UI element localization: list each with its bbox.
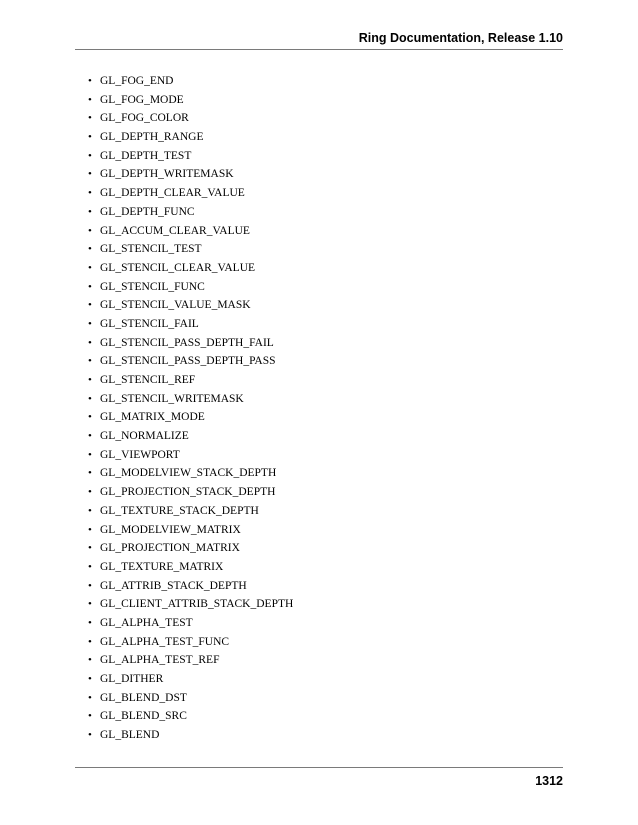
bullet-icon: • (88, 486, 92, 499)
list-item-text: GL_STENCIL_VALUE_MASK (100, 299, 251, 312)
list-item-text: GL_DEPTH_CLEAR_VALUE (100, 187, 245, 200)
list-item (88, 483, 293, 502)
running-header-title: Ring Documentation, Release 1.10 (358, 31, 563, 45)
list-item (88, 558, 293, 577)
list-item-text: GL_DEPTH_WRITEMASK (100, 168, 234, 181)
list-item (88, 72, 293, 91)
bullet-icon: • (88, 131, 92, 144)
list-item-text: GL_ALPHA_TEST_FUNC (100, 635, 230, 648)
list-item (88, 278, 293, 297)
bullet-icon: • (88, 598, 92, 611)
list-item-text: GL_PROJECTION_STACK_DEPTH (100, 486, 276, 499)
bullet-icon: • (88, 616, 92, 629)
list-item (88, 184, 293, 203)
bullet-icon: • (88, 654, 92, 667)
list-item (88, 502, 293, 521)
list-item (88, 109, 293, 128)
list-item (88, 670, 293, 689)
list-item (88, 633, 293, 652)
bullet-icon: • (88, 710, 92, 723)
list-item (88, 147, 293, 166)
bullet-icon: • (88, 691, 92, 704)
list-item-text: GL_STENCIL_PASS_DEPTH_FAIL (100, 336, 274, 349)
bullet-icon: • (88, 523, 92, 536)
list-item-text: GL_VIEWPORT (100, 448, 180, 461)
list-item (88, 91, 293, 110)
bullet-icon: • (88, 261, 92, 274)
list-item (88, 240, 293, 259)
list-item (88, 334, 293, 353)
bullet-icon: • (88, 635, 92, 648)
list-item (88, 446, 293, 465)
page-number: 1312 (535, 774, 563, 788)
list-item-text: GL_ALPHA_TEST (100, 616, 193, 629)
list-item-text: GL_BLEND_DST (100, 691, 187, 704)
list-item-text: GL_FOG_END (100, 75, 174, 87)
list-item-text: GL_PROJECTION_MATRIX (100, 542, 240, 555)
list-item-text: GL_BLEND_SRC (100, 710, 187, 723)
list-item-text: GL_TEXTURE_MATRIX (100, 560, 224, 573)
bullet-icon: • (88, 187, 92, 200)
list-item (88, 651, 293, 670)
bullet-icon: • (88, 93, 92, 106)
list-item (88, 464, 293, 483)
list-item-text: GL_STENCIL_REF (100, 374, 196, 386)
list-item-text: GL_STENCIL_FUNC (100, 280, 205, 293)
list-item-text: GL_DITHER (100, 673, 164, 685)
list-item (88, 726, 293, 745)
list-item (88, 315, 293, 334)
bullet-icon: • (88, 243, 92, 256)
bullet-icon: • (88, 374, 92, 386)
list-item (88, 577, 293, 596)
bullet-icon: • (88, 392, 92, 405)
bullet-icon: • (88, 168, 92, 181)
list-item-text: GL_MATRIX_MODE (100, 411, 205, 424)
list-item (88, 222, 293, 241)
bullet-icon: • (88, 504, 92, 517)
list-item (88, 707, 293, 726)
list-item (88, 296, 293, 315)
list-item-text: GL_FOG_MODE (100, 93, 184, 106)
bullet-icon: • (88, 280, 92, 293)
list-item-text: GL_FOG_COLOR (100, 112, 189, 125)
list-item (88, 203, 293, 222)
list-item-text: GL_BLEND (100, 729, 160, 742)
list-item (88, 352, 293, 371)
list-item-text: GL_ATTRIB_STACK_DEPTH (100, 579, 247, 592)
list-item-text: GL_STENCIL_CLEAR_VALUE (100, 261, 256, 274)
bullet-icon: • (88, 411, 92, 424)
list-item (88, 165, 293, 184)
bullet-icon: • (88, 224, 92, 237)
bullet-icon: • (88, 430, 92, 443)
list-item-text: GL_DEPTH_TEST (100, 149, 192, 162)
bullet-icon: • (88, 542, 92, 555)
list-item-text: GL_STENCIL_TEST (100, 243, 202, 256)
list-item-text: GL_STENCIL_FAIL (100, 317, 199, 330)
list-item-text: GL_STENCIL_PASS_DEPTH_PASS (100, 355, 276, 368)
list-item (88, 408, 293, 427)
header-rule (75, 49, 563, 50)
bullet-icon: • (88, 560, 92, 573)
footer-rule (75, 767, 563, 768)
constants-bullet-list (88, 72, 293, 745)
bullet-icon: • (88, 579, 92, 592)
list-item-text: GL_TEXTURE_STACK_DEPTH (100, 504, 259, 517)
bullet-icon: • (88, 205, 92, 218)
bullet-icon: • (88, 112, 92, 125)
list-item-text: GL_MODELVIEW_STACK_DEPTH (100, 467, 277, 480)
list-item-text: GL_DEPTH_RANGE (100, 131, 204, 144)
list-item-text: GL_MODELVIEW_MATRIX (100, 523, 241, 536)
bullet-icon: • (88, 299, 92, 312)
list-item-text: GL_ALPHA_TEST_REF (100, 654, 220, 667)
list-item-text: GL_CLIENT_ATTRIB_STACK_DEPTH (100, 598, 294, 611)
list-item (88, 371, 293, 390)
list-item-text: GL_ACCUM_CLEAR_VALUE (100, 224, 250, 237)
list-item (88, 128, 293, 147)
list-item (88, 689, 293, 708)
bullet-icon: • (88, 317, 92, 330)
list-item-text: GL_STENCIL_WRITEMASK (100, 392, 244, 405)
list-item (88, 539, 293, 558)
bullet-icon: • (88, 336, 92, 349)
bullet-icon: • (88, 448, 92, 461)
list-item (88, 521, 293, 540)
bullet-icon: • (88, 355, 92, 368)
list-item (88, 595, 293, 614)
list-item (88, 427, 293, 446)
list-item (88, 259, 293, 278)
list-item (88, 390, 293, 409)
list-item-text: GL_DEPTH_FUNC (100, 205, 195, 218)
bullet-icon: • (88, 75, 92, 87)
list-item-text: GL_NORMALIZE (100, 430, 189, 443)
bullet-icon: • (88, 467, 92, 480)
list-item (88, 614, 293, 633)
bullet-icon: • (88, 673, 92, 685)
bullet-icon: • (88, 149, 92, 162)
bullet-icon: • (88, 729, 92, 742)
